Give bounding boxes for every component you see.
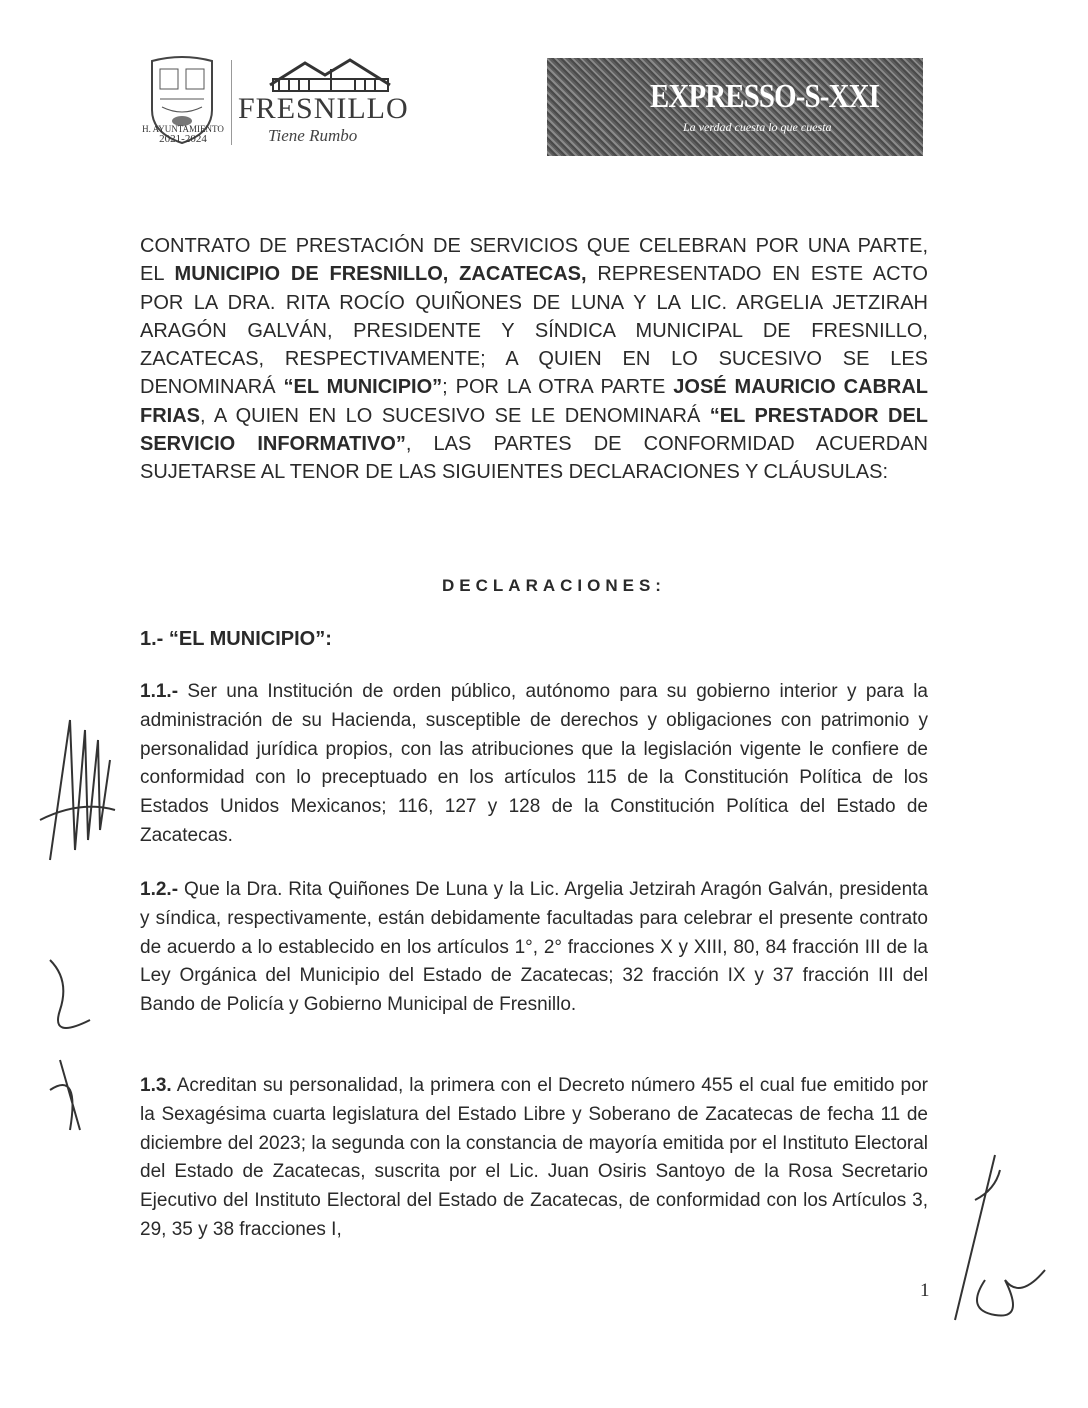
signature-margin-3: [925, 1150, 1065, 1330]
section-title: 1.- “EL MUNICIPIO”:: [140, 628, 332, 650]
intro-bold: “EL MUNICIPIO”: [283, 376, 443, 399]
clause-number: 1.1.-: [140, 681, 179, 702]
clause-text: Ser una Institución de orden público, autónomo para su gobierno interior y para la administración de su Hacienda, susceptible de derechos y obligaciones con patrimonio y personalidad jurídica propios, con las atribuciones que la legislación vigente le confiere de conformidad con lo preceptuado en los artículos 115 de la Constitución Política de los Estados Unidos Mexicanos; 116, 127 y 128 de la Constitución Política del Estado de Zacatecas.: [140, 681, 928, 846]
contract-intro: [140, 232, 928, 487]
intro-bold: “EL PRESTADOR DEL SERVICIO INFORMATIVO”: [140, 404, 928, 456]
banner-subtitle: La verdad cuesta lo que cuesta: [683, 120, 832, 134]
intro-text: , A QUIEN EN LO SUCESIVO SE LE DENOMINARÁ: [200, 404, 710, 427]
clause-1-2: [140, 876, 928, 1020]
intro-bold: MUNICIPIO DE FRESNILLO, ZACATECAS,: [174, 263, 587, 286]
signature-margin-1: [30, 700, 120, 870]
clause-text: Acreditan su personalidad, la primera con el Decreto número 455 el cual fue emitido por la Sexagésima cuarta legislatura del Estado Libre y Soberano de Zacatecas de fecha 11 de diciembre del 2023; la segunda con la constancia de mayoría emitida por el Instituto Electoral del Estado de Zacatecas, suscrita por el Lic. Juan Osiris Santoyo de la Rosa Secretario Ejecutivo del Instituto Electoral del Estado de Zacatecas, de conformidad con los Artículos 3, 29, 35 y 38 fracciones I,: [140, 1075, 928, 1240]
crest-caption-years: 2021-2024: [159, 133, 207, 145]
clause-number: 1.3.: [140, 1075, 172, 1096]
clause-number: 1.2.-: [140, 879, 179, 900]
intro-text: ; POR LA OTRA PARTE: [442, 376, 674, 399]
intro-text: , LAS PARTES DE CONFORMIDAD ACUERDAN SUJETARSE AL TENOR DE LAS SIGUIENTES DECLARACIONES Y CLÁUSULAS:: [140, 433, 928, 484]
clause-text: Que la Dra. Rita Quiñones De Luna y la Lic. Argelia Jetzirah Aragón Galván, presidenta y síndica, respectivamente, están debidamente facultadas para celebrar el presente contrato de acuerdo a lo establecido en los artículos 1°, 2° fracciones X y XIII, 80, 84 fracción III de la Ley Orgánica del Municipio del Estado de Zacatecas; 32 fracción IX y 37 fracción III del Bando de Policía y Gobierno Municipal de Fresnillo.: [140, 879, 928, 1016]
crest-caption: [138, 124, 228, 144]
signature-margin-2: [30, 940, 110, 1140]
banner-title: EXPRESSO-S-XXI: [650, 78, 879, 115]
intro-text: CONTRATO DE PRESTACIÓN DE SERVICIOS QUE CELEBRAN POR UNA PARTE, EL: [140, 235, 928, 286]
intro-text: REPRESENTADO EN ESTE ACTO POR LA DRA. RITA ROCÍO QUIÑONES DE LUNA Y LA LIC. ARGELIA JETZIRAH ARAGÓN GALVÁN, PRESIDENTE Y SÍNDICA MUNICIPAL DE FRESNILLO, ZACATECAS, RESPECTIVAMENTE; A QUIEN EN LO SUCESIVO SE LES DENOMINARÁ: [140, 263, 928, 399]
fresnillo-logo-tagline: Tiene Rumbo: [268, 126, 358, 145]
clause-1-1: [140, 678, 928, 851]
crest-caption-title: H. AYUNTAMIENTO: [142, 124, 224, 134]
declarations-heading: DECLARACIONES:: [442, 576, 666, 595]
intro-bold: JOSÉ MAURICIO CABRAL FRIAS: [140, 376, 929, 427]
page-number: 1: [920, 1280, 930, 1301]
logo-divider: [231, 60, 232, 145]
clause-1-3: [140, 1072, 928, 1245]
fresnillo-logo-name: FRESNILLO: [238, 92, 409, 125]
